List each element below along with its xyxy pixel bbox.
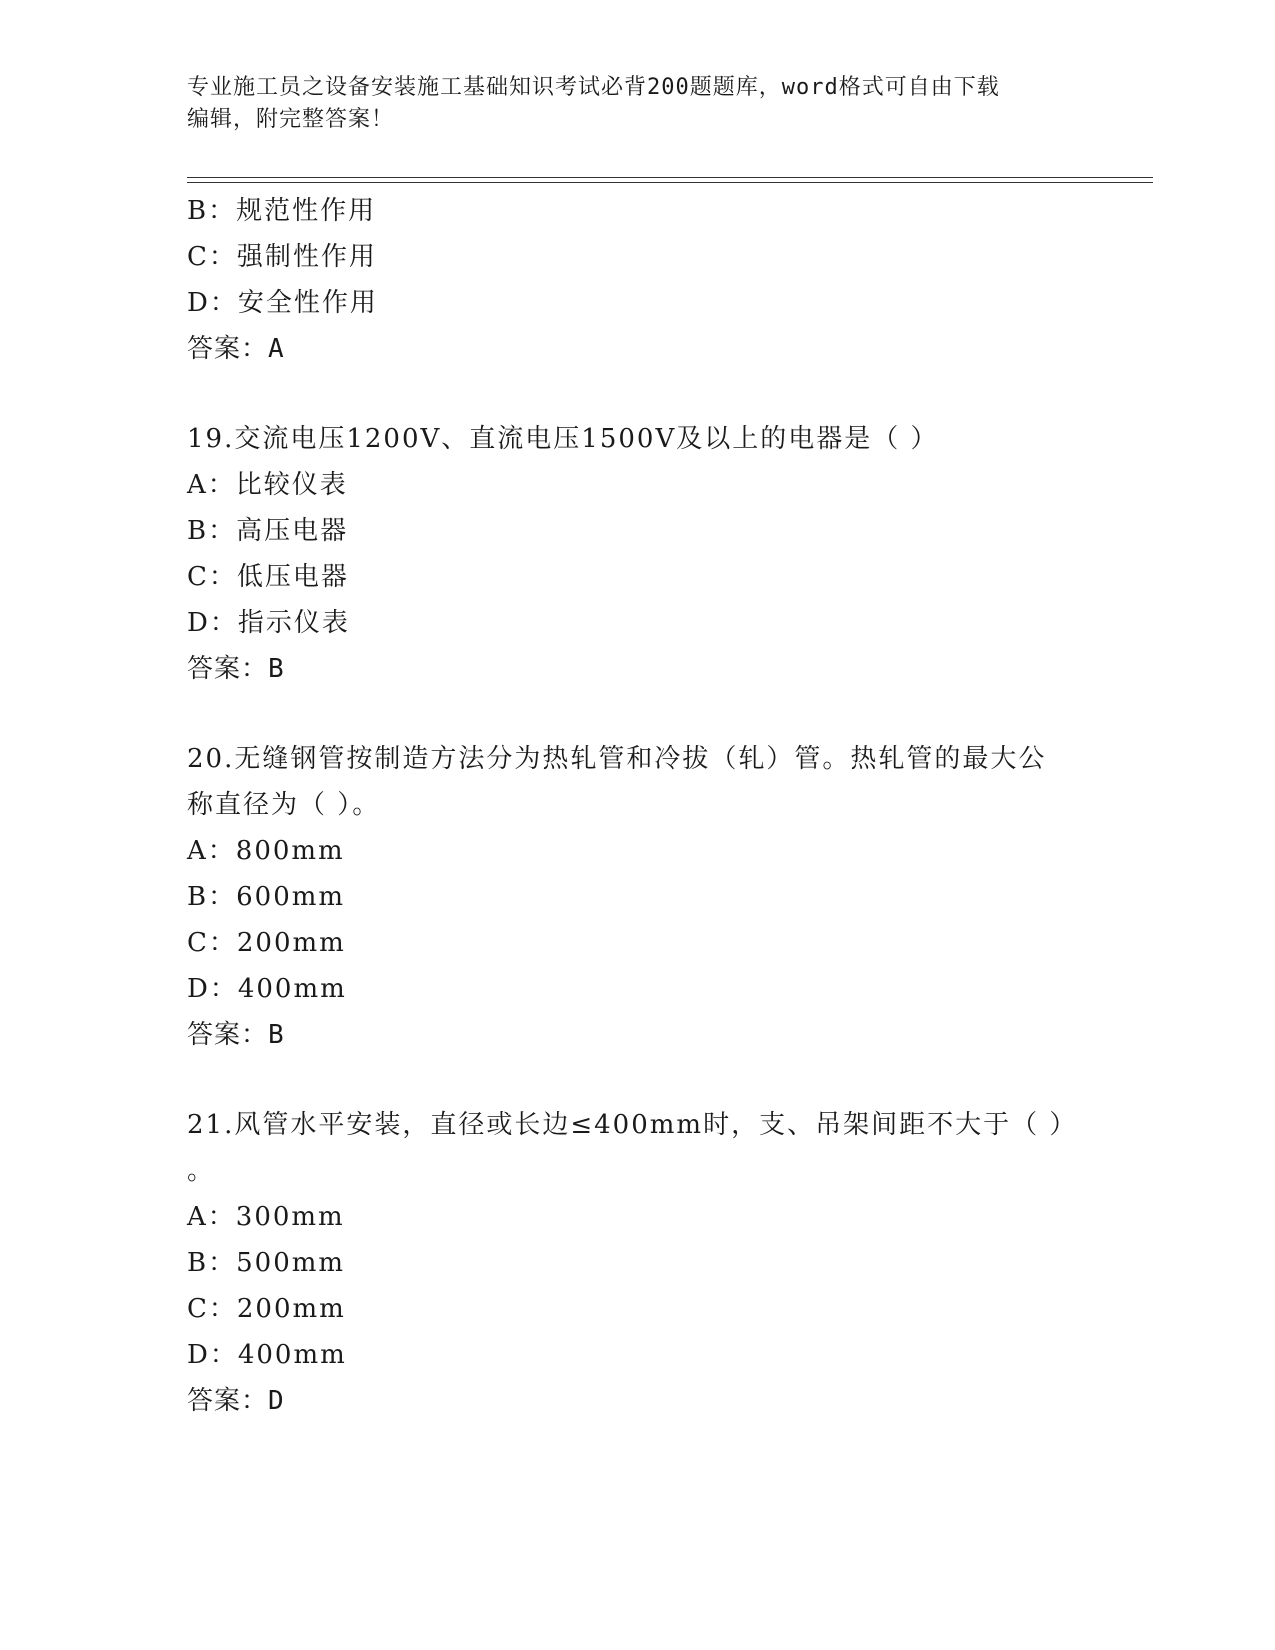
option-d: D：400mm: [187, 974, 347, 1004]
answer-label: 答案：B: [187, 654, 285, 684]
question-list: [187, 188, 1087, 1424]
option-c: C：低压电器: [187, 562, 349, 592]
option-d: D：指示仪表: [187, 608, 350, 638]
option-b: B：规范性作用: [187, 196, 377, 226]
question-19: [187, 416, 1087, 692]
option-b: B：高压电器: [187, 516, 349, 546]
header-line-1: 专业施工员之设备安装施工基础知识考试必背200题题库，word格式可自由下载: [187, 75, 1000, 100]
option-a: A：比较仪表: [187, 470, 348, 500]
question-18: [187, 188, 1087, 372]
document-header: [187, 72, 1067, 136]
question-text-line-1: 21.风管水平安装，直径或长边≤400mm时，支、吊架间距不大于（ ）: [187, 1110, 1078, 1140]
answer-label: 答案：B: [187, 1020, 285, 1050]
header-divider-bottom: [187, 182, 1153, 183]
header-divider-top: [187, 177, 1153, 178]
answer-label: 答案：A: [187, 334, 285, 364]
question-text-line-2: 称直径为（ ）。: [187, 790, 381, 820]
option-b: B：500mm: [187, 1248, 346, 1278]
option-d: D：安全性作用: [187, 288, 378, 318]
option-c: C：200mm: [187, 928, 346, 958]
option-b: B：600mm: [187, 882, 346, 912]
question-text: [187, 1102, 1087, 1194]
option-c: C：强制性作用: [187, 242, 377, 272]
option-a: A：800mm: [187, 836, 345, 866]
question-text-line-2: 。: [187, 1156, 216, 1186]
question-21: [187, 1102, 1087, 1424]
option-a: A：300mm: [187, 1202, 345, 1232]
question-20: [187, 736, 1087, 1058]
question-text: 19.交流电压1200V、直流电压1500V及以上的电器是（ ）: [187, 424, 939, 454]
option-c: C：200mm: [187, 1294, 346, 1324]
option-d: D：400mm: [187, 1340, 347, 1370]
question-text: [187, 736, 1087, 828]
header-line-2: 编辑，附完整答案！: [187, 107, 395, 132]
answer-label: 答案：D: [187, 1386, 285, 1416]
question-text-line-1: 20.无缝钢管按制造方法分为热轧管和冷拔（轧）管。热轧管的最大公: [187, 744, 1047, 774]
